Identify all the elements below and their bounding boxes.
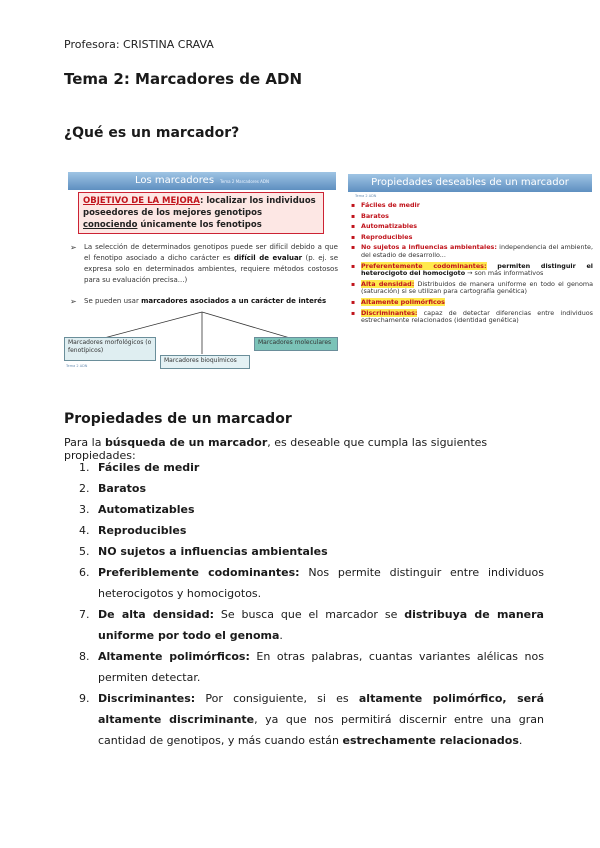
list-item: [64, 604, 544, 646]
bullet1-b: difícil de evaluar: [233, 254, 303, 262]
slide1-banner-tiny: Tema 2 Marcadores ADN: [220, 179, 269, 184]
biochemical-markers-box: Marcadores bioquímicos: [160, 355, 250, 369]
slide2-item: [351, 213, 593, 221]
slide2-item-text: → son más informativos: [465, 269, 544, 278]
objective-end: únicamente los fenotipos: [137, 220, 262, 230]
slide2-item-bold: permiten distinguir el heterocigoto del homocigoto: [361, 261, 593, 278]
objective-underlined: conociendo: [83, 220, 138, 230]
bullet2-a: Se pueden usar: [84, 297, 142, 305]
list-item-bold: estrechamente relacionados: [342, 734, 519, 747]
list-item: [64, 646, 544, 688]
list-item-text: , ya que nos permitirá discernir entre una gran cantidad de genotipos, y más cuando están: [98, 713, 545, 747]
list-item: [64, 688, 544, 751]
list-item: [64, 562, 544, 604]
slide1-banner-title: Los marcadores: [135, 175, 215, 186]
slide2-item: [351, 202, 593, 210]
slide2-item-label: Baratos: [361, 211, 389, 220]
list-item-bold: De alta densidad:: [98, 608, 214, 621]
section-heading-what-is-marker: ¿Qué es un marcador?: [64, 125, 240, 141]
list-number: 9.: [79, 692, 90, 705]
list-item-bold: Fáciles de medir: [98, 461, 200, 474]
list-number: 7.: [79, 608, 90, 621]
slide-image-properties: [345, 172, 595, 382]
slide2-item-label: Preferentemente codominantes:: [361, 261, 487, 270]
list-item-bold: Reproducibles: [98, 524, 187, 537]
objective-text: : localizar los individuos poseedores de los mejores genotipos: [83, 196, 316, 218]
section-heading-properties: Propiedades de un marcador: [64, 411, 292, 427]
slide2-item-label: Automatizables: [361, 222, 418, 231]
list-item-bold: Discriminantes:: [98, 692, 196, 705]
list-item-bold: altamente polimórfico, será altamente discriminante: [98, 692, 544, 726]
list-item-text: En otras palabras, cuantas variantes alélicas nos permiten detectar.: [98, 650, 544, 684]
bullet1-c: (p. ej. se expresa solo en determinados ambientes, requiere métodos costosos para su evaluación precisa...): [84, 254, 338, 284]
list-item-text: Por consiguiente, si es: [195, 692, 359, 705]
list-number: 3.: [79, 503, 90, 516]
slide2-item: [351, 223, 593, 231]
list-number: 4.: [79, 524, 90, 537]
slide2-item-label: Alta densidad:: [361, 279, 415, 288]
slide2-item-label: Reproducibles: [361, 232, 413, 241]
slide2-item: [351, 310, 593, 325]
list-item-bold: NO sujetos a influencias ambientales: [98, 545, 328, 558]
intro-text-a: Para la: [64, 436, 105, 449]
morphological-markers-box: Marcadores morfológicos (o fenotípicos): [64, 337, 156, 361]
list-number: 8.: [79, 650, 90, 663]
slide2-item-label: Discriminantes:: [361, 308, 418, 317]
slide1-footer: Tema 2 ADN: [66, 364, 88, 368]
list-item-bold: Preferiblemente codominantes:: [98, 566, 300, 579]
slide2-item: [351, 299, 593, 307]
arrow-bullet-icon: ➢: [70, 243, 77, 252]
slide2-item-text: independencia del ambiente, del estadio de desarrollo...: [361, 243, 593, 259]
list-item: [64, 499, 544, 520]
page-title: Tema 2: Marcadores de ADN: [64, 70, 303, 88]
list-item: [64, 541, 544, 562]
arrow-bullet-icon: ➢: [70, 297, 77, 306]
list-item: [64, 478, 544, 499]
slide2-item-label: Fáciles de medir: [361, 201, 420, 209]
slide2-item: [351, 281, 593, 296]
list-item-text: .: [279, 629, 283, 642]
slide2-small-text: Tema 2 ADN: [355, 194, 377, 198]
slide2-item-text: Distribuidos de manera uniforme en todo el genoma (saturación) si se utilizan para cartografía genética): [361, 279, 594, 296]
bullet1-a: La selección de determinados genotipos puede ser difícil debido a que el fenotipo asociado a dicho carácter es: [84, 243, 338, 262]
list-item-bold: Automatizables: [98, 503, 195, 516]
list-item-text: .: [518, 734, 523, 747]
slide2-item: [351, 244, 593, 259]
list-item-text: Nos permite distinguir entre individuos heterocigotos y homocigotos.: [98, 566, 544, 600]
intro-text-bold: búsqueda de un marcador: [104, 436, 268, 449]
list-item-bold: distribuya de manera uniforme por todo el genoma: [98, 608, 544, 642]
list-item: [64, 457, 544, 478]
slide2-banner: Propiedades deseables de un marcador: [348, 174, 592, 192]
list-item-bold: Baratos: [98, 482, 147, 495]
bullet2-b: marcadores asociados a un carácter de interés: [141, 297, 327, 305]
teacher-header: Profesora: CRISTINA CRAVA: [64, 38, 214, 51]
list-item-bold: Altamente polimórficos:: [98, 650, 250, 663]
molecular-markers-box: Marcadores moleculares: [254, 337, 338, 351]
slide2-item-label: Altamente polimórficos: [361, 297, 445, 306]
slide2-item-text: capaz de detectar diferencias entre individuos estrechamente relacionados (identidad genética): [361, 308, 593, 325]
slide2-item: [351, 234, 593, 242]
objective-label: OBJETIVO DE LA MEJORA: [83, 196, 200, 206]
intro-text-c: , es deseable que cumpla las siguientes propiedades:: [64, 436, 488, 462]
list-number: 2.: [79, 482, 90, 495]
slide2-item: [351, 263, 593, 278]
properties-list: [64, 457, 544, 751]
slide-image-markers: [62, 170, 340, 402]
list-item-text: Se busca que el marcador se: [213, 608, 405, 621]
slide2-property-list: [351, 202, 593, 328]
list-number: 5.: [79, 545, 90, 558]
list-number: 6.: [79, 566, 90, 579]
list-item: [64, 520, 544, 541]
list-number: 1.: [79, 461, 90, 474]
slide2-item-label: No sujetos a influencias ambientales:: [361, 243, 497, 252]
